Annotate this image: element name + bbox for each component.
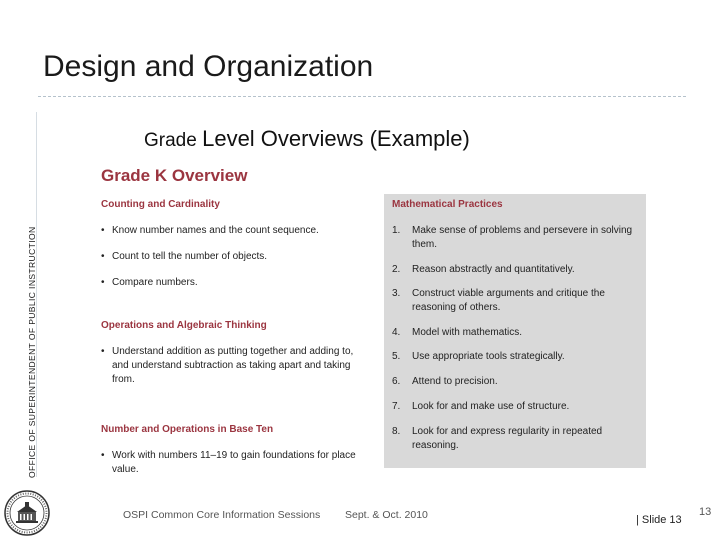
list-item-text: Know number names and the count sequence. xyxy=(112,225,319,236)
overview-title: Grade K Overview xyxy=(101,166,248,185)
practice-number: 6. xyxy=(392,376,401,387)
list-item-text: Understand addition as putting together and adding to, and understand subtraction as taking apart and taking from. xyxy=(112,346,354,385)
practice-item xyxy=(392,287,640,315)
practice-number: 3. xyxy=(392,288,401,299)
list-item xyxy=(101,449,363,477)
page-title: Design and Organization xyxy=(43,50,374,83)
practice-text: Make sense of problems and persevere in solving them. xyxy=(412,225,633,250)
bullet-mark: • xyxy=(101,450,105,461)
practice-item xyxy=(392,425,640,453)
slide-number: 13 xyxy=(699,506,712,518)
practice-text: Use appropriate tools strategically. xyxy=(412,351,565,362)
practices-panel xyxy=(384,194,646,468)
sidebar-vertical-text: OFFICE OF SUPERINTENDENT OF PUBLIC INSTRUCTION xyxy=(27,226,37,478)
footer-session: OSPI Common Core Information Sessions xyxy=(123,509,321,521)
list-item xyxy=(101,224,363,238)
slide-subtitle xyxy=(144,126,470,152)
practice-number: 2. xyxy=(392,264,401,275)
bullet-mark: • xyxy=(101,346,105,357)
practice-number: 7. xyxy=(392,401,401,412)
practice-number: 4. xyxy=(392,327,401,338)
practice-number: 5. xyxy=(392,351,401,362)
practice-item xyxy=(392,224,640,252)
list-item xyxy=(101,250,363,264)
practice-item xyxy=(392,263,640,277)
title-divider xyxy=(38,96,686,97)
list-item-text: Compare numbers. xyxy=(112,277,198,288)
ospi-seal-icon xyxy=(4,490,50,536)
practice-text: Construct viable arguments and critique the reasoning of others. xyxy=(412,288,605,313)
practice-text: Reason abstractly and quantitatively. xyxy=(412,264,575,275)
footer-date: Sept. & Oct. 2010 xyxy=(345,509,428,521)
list-item xyxy=(101,276,363,290)
list-item xyxy=(101,345,363,387)
practice-item xyxy=(392,375,640,389)
practice-number: 1. xyxy=(392,225,401,236)
practice-item xyxy=(392,350,640,364)
section-heading-base-ten: Number and Operations in Base Ten xyxy=(101,424,274,435)
list-item-text: Work with numbers 11–19 to gain foundations for place value. xyxy=(112,450,356,475)
practice-text: Model with mathematics. xyxy=(412,327,523,338)
bullet-mark: • xyxy=(101,225,105,236)
section-heading-counting: Counting and Cardinality xyxy=(101,199,220,210)
practice-number: 8. xyxy=(392,426,401,437)
slide-label: | Slide 13 xyxy=(636,514,682,526)
practice-text: Look for and make use of structure. xyxy=(412,401,570,412)
practice-item xyxy=(392,326,640,340)
subtitle-grade: Grade xyxy=(144,130,203,151)
section-heading-operations: Operations and Algebraic Thinking xyxy=(101,320,267,331)
practice-text: Attend to precision. xyxy=(412,376,498,387)
bullet-mark: • xyxy=(101,277,105,288)
practice-text: Look for and express regularity in repeated reasoning. xyxy=(412,426,603,451)
subtitle-rest: Level Overviews (Example) xyxy=(202,126,470,151)
practice-item xyxy=(392,400,640,414)
list-item-text: Count to tell the number of objects. xyxy=(112,251,268,262)
practices-heading: Mathematical Practices xyxy=(392,199,503,210)
bullet-mark: • xyxy=(101,251,105,262)
